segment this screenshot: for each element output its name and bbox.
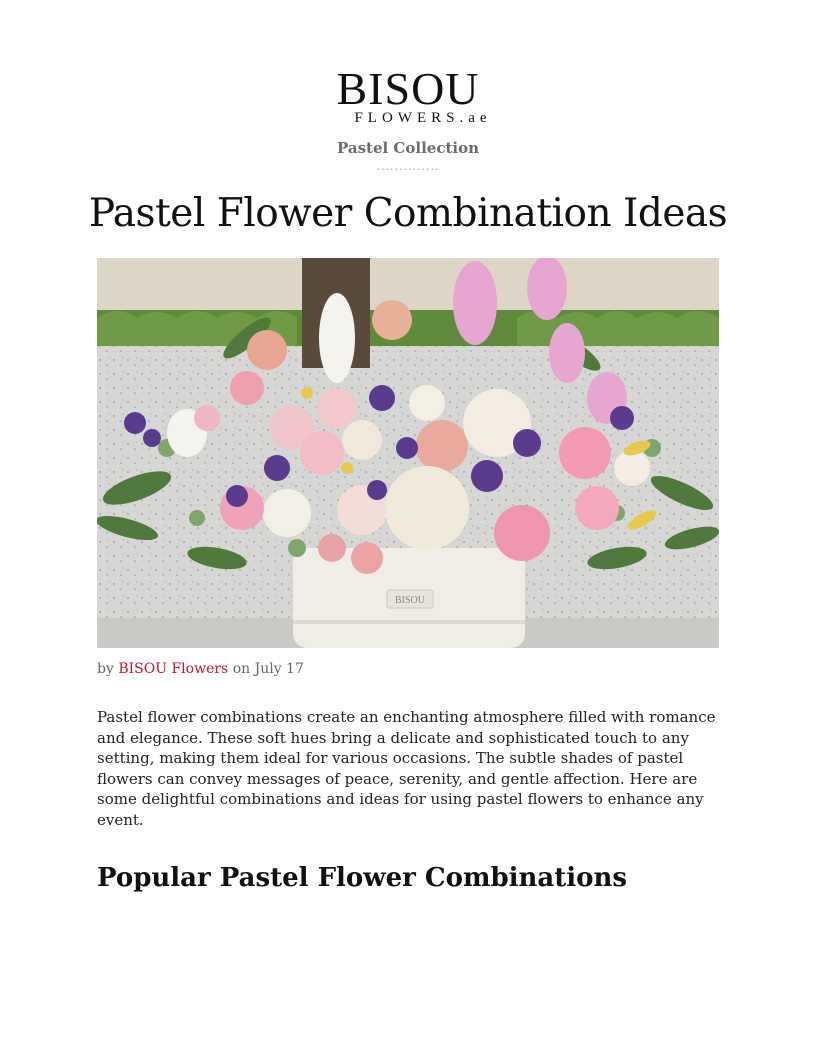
intro-paragraph: Pastel flower combinations create an enchanting atmosphere filled with romance and elegance. These soft hues bring a delicate and sophisticated touch to any setting, making them ideal for various occasions. The subtle shades of pastel flowers can convey messages of peace, serenity, and gentle affection. Here are some delightful combinations and ideas for using pastel flowers to enhance any event. — [97, 708, 716, 829]
vase-brand-text: BISOU — [394, 595, 426, 606]
site-logo[interactable] — [0, 63, 816, 126]
section-heading: Popular Pastel Flower Combinations — [97, 863, 628, 893]
category-label[interactable]: Pastel Collection — [337, 139, 479, 157]
page-title: Pastel Flower Combination Ideas — [88, 191, 728, 236]
logo-wordmark: BISOU — [336, 63, 480, 114]
author-link[interactable]: BISOU Flowers — [118, 661, 229, 677]
category-separator: .............. — [376, 160, 440, 173]
article-byline — [97, 661, 304, 677]
hero-image — [97, 258, 719, 648]
publish-date: on July 17 — [232, 661, 304, 677]
byline-prefix: by — [97, 661, 114, 677]
logo-subtitle: FLOWERS.ae — [354, 110, 492, 126]
